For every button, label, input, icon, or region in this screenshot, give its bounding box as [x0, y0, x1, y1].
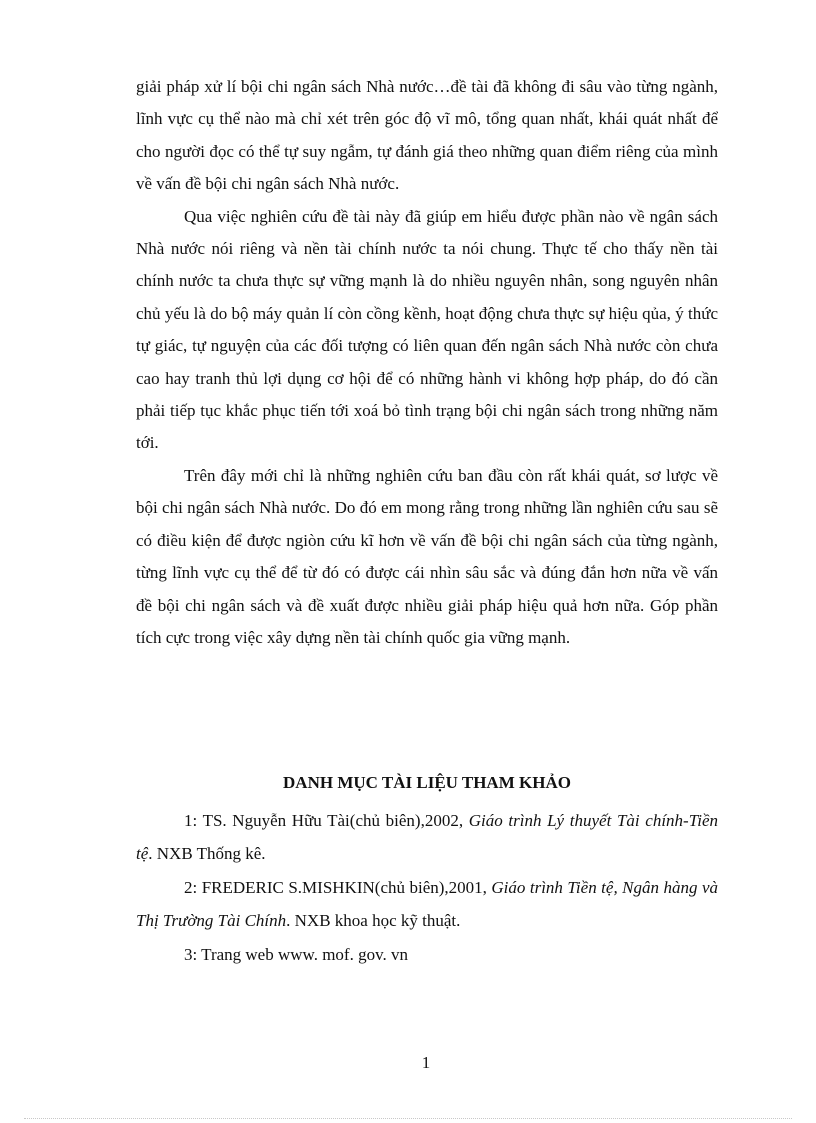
document-body: [136, 71, 718, 973]
reference-1-title: Giáo trình Lý thuyết Tài chính-Tiền tệ: [136, 811, 718, 863]
reference-3-prefix: 3: Trang web www. mof. gov. vn: [184, 944, 408, 964]
references-heading: DANH MỤC TÀI LIỆU THAM KHẢO: [283, 773, 571, 793]
paragraph-conclusion: Qua việc nghiên cứu đề tài này đã giúp em hiểu được phần nào về ngân sách Nhà nước nói riêng và nền tài chính nước ta nói chung. Thực tế cho thấy nền tài chính nước ta chưa thực sự vững mạnh là do nhiều nguyên nhân, song nguyên nhân chủ yếu là do bộ máy quản lí còn cồng kềnh, hoạt động chưa thực sự hiệu qủa, ý thức tự giác, tự nguyện của các đối tượng có liên quan đến ngân sách Nhà nước còn chưa cao hay tranh thủ lợi dụng cơ hội để có những hành vi không hợp pháp, do đó cần phải tiếp tục khắc phục tiến tới xoá bỏ tình trạng bội chi ngân sách trong những năm tới.: [136, 206, 718, 453]
paragraph-future-research: Trên đây mới chỉ là những nghiên cứu ban đầu còn rất khái quát, sơ lược về bội chi ngân sách Nhà nước. Do đó em mong rằng trong những lần nghiên cứu sau sẽ có điều kiện để được ngiòn cứu kĩ hơn về vấn đề bội chi ngân sách của từng ngành, từng lĩnh vực cụ thể để từ đó có được cái nhìn sâu sắc và đúng đắn hơn nữa về vấn đề bội chi ngân sách và đề xuất được nhiều giải pháp hiệu quả hơn nữa. Góp phần tích cực trong việc xây dựng nền tài chính quốc gia vững mạnh.: [136, 465, 718, 647]
reference-1-prefix: 1: TS. Nguyễn Hữu Tài(chủ biên),2002,: [184, 811, 469, 831]
reference-1-suffix: . NXB Thống kê.: [148, 843, 266, 863]
reference-item-1: [136, 805, 718, 870]
footer-divider: [24, 1118, 792, 1119]
reference-item-3: [136, 939, 718, 971]
reference-2-suffix: . NXB khoa học kỹ thuật.: [286, 910, 461, 930]
reference-2-title: Giáo trình Tiền tệ, Ngân hàng và Thị Trường Tài Chính: [136, 878, 719, 930]
reference-item-2: [136, 872, 718, 937]
reference-2-prefix: 2: FREDERIC S.MISHKIN(chủ biên),2001,: [184, 878, 492, 898]
paragraph-continuation: giải pháp xử lí bội chi ngân sách Nhà nước…đề tài đã không đi sâu vào từng ngành, lĩnh vực cụ thể nào mà chỉ xét trên góc độ vĩ mô, tổng quan nhất, khái quát nhất để cho người đọc có thể tự suy ngẫm, tự đánh giá theo những quan điểm riêng của mình về vấn đề bội chi ngân sách Nhà nước.: [136, 77, 718, 194]
page-number: 1: [421, 1053, 431, 1072]
